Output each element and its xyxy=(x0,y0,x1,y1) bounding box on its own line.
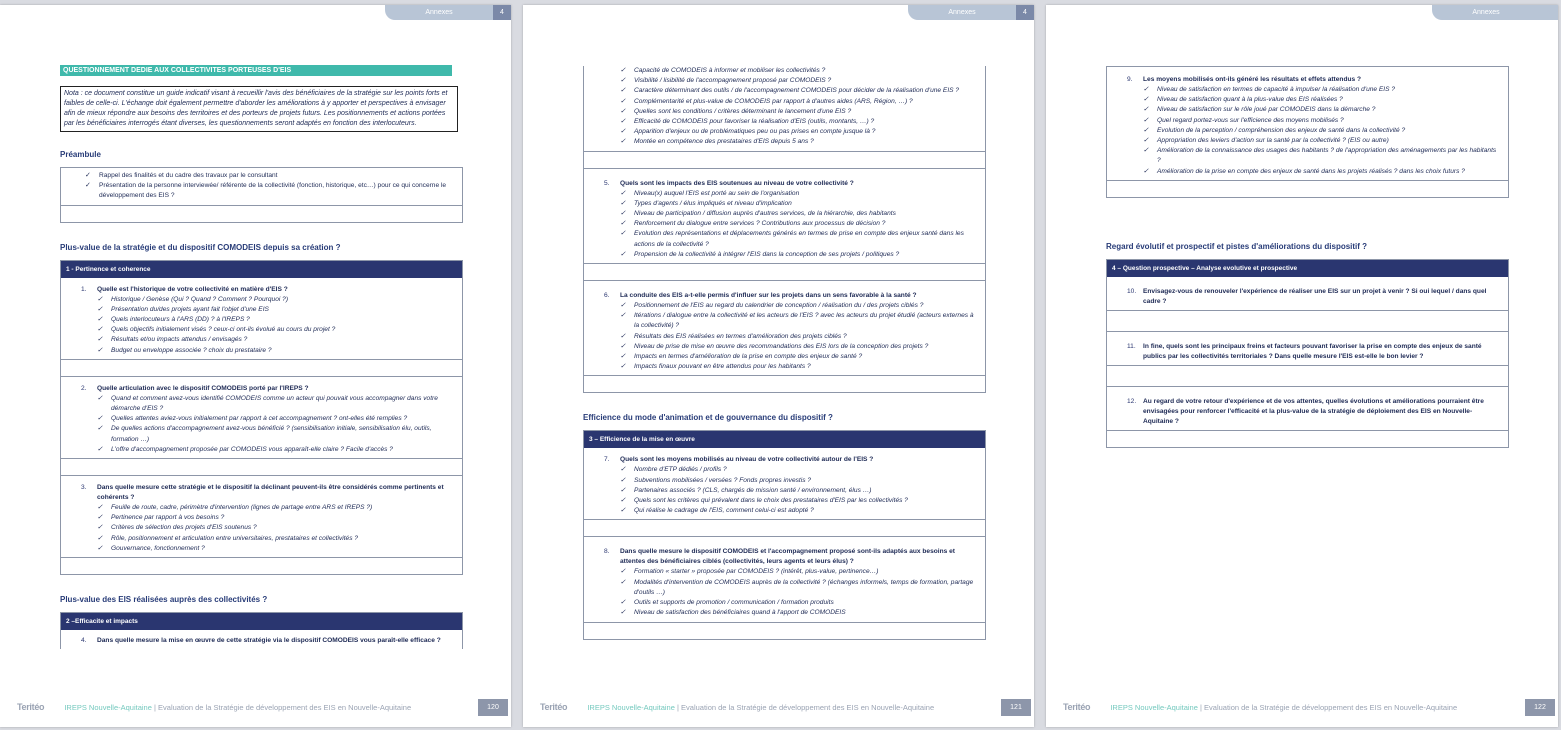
footer-separator: | xyxy=(153,703,156,712)
question-box-1 xyxy=(60,260,463,575)
teriteo-logo: Teritéo xyxy=(540,702,568,712)
list-item: ✓ Quelles attentes aviez-vous initialement par rapport à cet accompagnement ? ont-elles été remplies ? xyxy=(97,414,452,424)
question: 2 . Quelle articulation avec le dispositif COMODEIS porté par l'IREPS ? xyxy=(81,384,452,394)
list-item: ✓ Feuille de route, cadre, périmètre d'intervention (lignes de partage entre ARS et IREPS ?) xyxy=(97,503,452,513)
list-item: ✓ Amélioration de la connaissance des usages des habitants ? de l'appropriation des aménagements par les habitants ? xyxy=(1143,146,1498,166)
footer-separator: | xyxy=(676,703,679,712)
question-items xyxy=(81,295,452,356)
list-item: ✓ Propension de la collectivité à intégrer l'EIS dans la conception de ses projets / politiques ? xyxy=(620,250,975,260)
answer-line xyxy=(1107,365,1508,386)
question-items xyxy=(604,465,975,516)
section-title: Efficience du mode d'animation et de gouvernance du dispositif ? xyxy=(583,413,833,423)
list-item: ✓ Quels sont les critères qui prévalent dans le choix des prestataires d'EIS par les collectivités ? xyxy=(620,496,975,506)
teriteo-logo: Teritéo xyxy=(1063,702,1091,712)
answer-line xyxy=(584,263,985,280)
list-item: ✓ Visibilité / lisibilité de l'accompagnement proposé par COMODEIS ? xyxy=(620,76,975,86)
document-page-120 xyxy=(0,5,511,727)
header-tab: Annexes xyxy=(1432,5,1540,20)
box-header: 3 – Efficience de la mise en œuvre xyxy=(584,431,985,448)
footer-org: IREPS Nouvelle-Aquitaine xyxy=(587,703,675,712)
answer-line xyxy=(584,519,985,536)
section-title: Regard évolutif et prospectif et pistes d'améliorations du dispositif ? xyxy=(1106,241,1368,251)
answer-line xyxy=(584,622,985,639)
page-number: 121 xyxy=(1001,699,1031,716)
list-item: ✓ Gouvernance, fonctionnement ? xyxy=(97,544,452,554)
header-tab: Annexes xyxy=(385,5,493,20)
list-item: ✓ Formation « starter » proposée par COMODEIS ? (intérêt, plus-value, pertinence…) xyxy=(620,567,975,577)
list-item: ✓ Niveau de satisfaction en termes de capacité à impulser la réalisation d'une EIS ? xyxy=(1143,85,1498,95)
box-header: 4 – Question prospective – Analyse evolutive et prospective xyxy=(1107,260,1508,277)
list-item: ✓ Présentation du/des projets ayant fait l'objet d'une EIS xyxy=(97,305,452,315)
answer-line xyxy=(1107,310,1508,331)
teriteo-logo: Teritéo xyxy=(17,702,45,712)
box-header: 2 –Efficacite et impacts xyxy=(61,613,462,630)
list-item: ✓ Quels interlocuteurs à l'ARS (DD) ? à l'IREPS ? xyxy=(97,315,452,325)
preambule-title: Préambule xyxy=(60,150,101,159)
question-items xyxy=(1127,85,1498,177)
question: 7 . Quels sont les moyens mobilisés au niveau de votre collectivité autour de l'EIS ? xyxy=(604,455,975,465)
question-box-2-cont xyxy=(583,66,986,393)
question: 6 . La conduite des EIS a-t-elle permis d'influer sur les projets dans un sens favorable à la santé ? xyxy=(604,291,975,301)
list-item: ✓ Niveau(x) auquel l'EIS est porté au sein de l'organisation xyxy=(620,189,975,199)
list-item: ✓ Apparition d'enjeux ou de problématiques peu ou pas prises en compte jusque là ? xyxy=(620,127,975,137)
list-item: ✓ Qui réalise le cadrage de l'EIS, comment celui-ci est adopté ? xyxy=(620,506,975,516)
question: 5 . Quels sont les impacts des EIS soutenues au niveau de votre collectivité ? xyxy=(604,179,975,189)
footer-title: Evaluation de la Stratégie de développement des EIS en Nouvelle-Aquitaine xyxy=(1204,703,1458,712)
list-item: ✓ Renforcement du dialogue entre services ? Contributions aux processus de décision ? xyxy=(620,219,975,229)
answer-line xyxy=(61,557,462,574)
list-item: ✓ Niveau de prise de mise en œuvre des recommandations des EIS lors de la conception des projets ? xyxy=(620,342,975,352)
list-item: ✓ Quel regard portez-vous sur l'efficience des moyens mobilisés ? xyxy=(1143,116,1498,126)
list-item: ✓ Caractère déterminant des outils / de l'accompagnement COMODEIS pour décider de la réalisation d'une EIS ? xyxy=(620,86,975,96)
list-item: ✓ Quand et comment avez-vous identifié COMODEIS comme un acteur qui pouvait vous accompagner dans votre démarche d'EIS ? xyxy=(97,394,452,414)
page-footer xyxy=(1063,702,1558,712)
answer-line xyxy=(584,375,985,392)
answer-line xyxy=(61,458,462,475)
list-item: ✓ Pertinence par rapport à vos besoins ? xyxy=(97,513,452,523)
answer-line xyxy=(1107,430,1508,447)
list-item: ✓ Quelles sont les conditions / critères déterminant le lancement d'une EIS ? xyxy=(620,107,975,117)
footer-org: IREPS Nouvelle-Aquitaine xyxy=(64,703,152,712)
question: 9 . Les moyens mobilisés ont-ils généré les résultats et effets attendus ? xyxy=(1127,75,1498,85)
page-content xyxy=(583,66,986,640)
question-items xyxy=(604,567,975,618)
header-tab-number: 4 xyxy=(1540,5,1558,20)
list-item: ✓ Evolution des représentations et déplacements générés en termes de prise en compte des enjeux santé dans les actions de la collectivité ? xyxy=(620,229,975,249)
question: 3 . Dans quelle mesure cette stratégie et le dispositif la déclinant peuvent-ils être considérés comme pertinents et cohérents ? xyxy=(81,483,452,503)
list-item: ✓ Itérations / dialogue entre la collectivité et les acteurs de l'EIS ? avec les acteurs du projet étudié (acteurs externes à la collectivité) ? xyxy=(620,311,975,331)
section-title: Plus-value de la stratégie et du dispositif COMODEIS depuis sa création ? xyxy=(60,242,341,252)
list-item: ✓ Rappel des finalités et du cadre des travaux par le consultant xyxy=(85,171,454,181)
list-item: ✓ Critères de sélection des projets d'EIS soutenus ? xyxy=(97,523,452,533)
footer-org: IREPS Nouvelle-Aquitaine xyxy=(1110,703,1198,712)
header-tab-number: 4 xyxy=(493,5,511,20)
document-page-122 xyxy=(1046,5,1558,727)
page-content xyxy=(60,65,463,649)
question-items xyxy=(604,189,975,260)
list-item: ✓ Résultats des EIS réalisées en termes d'amélioration des projets ciblés ? xyxy=(620,332,975,342)
question-items xyxy=(81,503,452,554)
question: 4 . Dans quelle mesure la mise en œuvre de cette stratégie via le dispositif COMODEIS vous paraît-elle efficace ? xyxy=(81,636,452,646)
page-number: 122 xyxy=(1525,699,1555,716)
question-items xyxy=(604,66,975,148)
page-number: 120 xyxy=(478,699,508,716)
question: 11 . In fine, quels sont les principaux freins et facteurs pouvant favoriser la prise en compte des enjeux de santé publics par les collectivités territoriales ? Dans quelle mesure l'EIS est-elle le bon levier ? xyxy=(1127,342,1498,362)
question-box-4 xyxy=(1106,259,1509,448)
list-item: ✓ De quelles actions d'accompagnement avez-vous bénéficié ? (sensibilisation initiale, sensibilisation élu, outils, formation …) xyxy=(97,424,452,444)
list-item: ✓ Appropriation des leviers d'action sur la santé par la collectivité ? (EIS ou autre) xyxy=(1143,136,1498,146)
list-item: ✓ Montée en compétence des prestataires d'EIS depuis 5 ans ? xyxy=(620,137,975,147)
list-item: ✓ Nombre d'ETP dédiés / profils ? xyxy=(620,465,975,475)
list-item: ✓ Outils et supports de promotion / communication / formation produits xyxy=(620,598,975,608)
list-item: ✓ Présentation de la personne interviewée/ référente de la collectivité (fonction, historique, etc…) pour ce qui concerne le développement des EIS ? xyxy=(85,181,454,201)
list-item: ✓ Capacité de COMODEIS à informer et mobiliser les collectivités ? xyxy=(620,66,975,76)
header-tab-number: 4 xyxy=(1016,5,1034,20)
list-item: ✓ Historique / Genèse (Qui ? Quand ? Comment ? Pourquoi ?) xyxy=(97,295,452,305)
list-item: ✓ Impacts en termes d'amélioration de la prise en compte des enjeux de santé ? xyxy=(620,352,975,362)
answer-line xyxy=(61,205,462,222)
question-box-3-cont xyxy=(1106,66,1509,198)
list-item: ✓ Niveau de participation / diffusion auprès d'autres services, de la hiérarchie, des habitants xyxy=(620,209,975,219)
question: 8 . Dans quelle mesure le dispositif COMODEIS et l'accompagnement proposé sont-ils adaptés aux besoins et attentes des bénéficiaires ciblés (collectivités, leurs agents et leurs élus) ? xyxy=(604,547,975,567)
list-item: ✓ Rôle, positionnement et articulation entre universitaires, prestataires et collectivités ? xyxy=(97,534,452,544)
list-item: ✓ Budget ou enveloppe associée ? choix du prestataire ? xyxy=(97,346,452,356)
list-item: ✓ Subventions mobilisées / versées ? Fonds propres investis ? xyxy=(620,476,975,486)
question: 12 . Au regard de votre retour d'expérience et de vos attentes, quelles évolutions et améliorations pourraient être envisagées pour renforcer l'efficacité et la plus-value de la stratégie de déploiement des EIS en Nouvelle-Aquitaine ? xyxy=(1127,397,1498,427)
question-items xyxy=(604,301,975,372)
footer-separator: | xyxy=(1199,703,1202,712)
page-footer xyxy=(17,702,511,712)
preambule-box xyxy=(60,167,463,223)
document-page-121 xyxy=(523,5,1034,727)
list-item: ✓ Niveau de satisfaction sur le rôle joué par COMODEIS dans la démarche ? xyxy=(1143,105,1498,115)
question-items xyxy=(81,394,452,455)
footer-title: Evaluation de la Stratégie de développement des EIS en Nouvelle-Aquitaine xyxy=(158,703,412,712)
list-item: ✓ Impacts finaux pouvant en être attendus pour les habitants ? xyxy=(620,362,975,372)
question: 10 . Envisagez-vous de renouveler l'expérience de réaliser une EIS sur un projet à venir ? Si oui lequel / dans quel cadre ? xyxy=(1127,287,1498,307)
list-item: ✓ Modalités d'intervention de COMODEIS auprès de la collectivité ? (échanges informels, temps de formation, partage d'outils …) xyxy=(620,578,975,598)
footer-title: Evaluation de la Stratégie de développement des EIS en Nouvelle-Aquitaine xyxy=(681,703,935,712)
page-footer xyxy=(540,702,1034,712)
section-title: Plus-value des EIS réalisées auprès des collectivités ? xyxy=(60,595,268,605)
header-tab: Annexes xyxy=(908,5,1016,20)
page-content xyxy=(1106,66,1509,448)
list-item: ✓ Complémentarité et plus-value de COMODEIS par rapport à d'autres aides (ARS, Région, …) ? xyxy=(620,97,975,107)
list-item: ✓ Efficacité de COMODEIS pour favoriser la réalisation d'EIS (outils, montants, …) ? xyxy=(620,117,975,127)
question: 1 . Quelle est l'historique de votre collectivité en matière d'EIS ? xyxy=(81,285,452,295)
question-box-3 xyxy=(583,430,986,639)
answer-line xyxy=(584,151,985,168)
section-banner: QUESTIONNEMENT DEDIE AUX COLLECTIVITES PORTEUSES D'EIS xyxy=(60,65,452,76)
list-item: ✓ Positionnement de l'EIS au regard du calendrier de conception / réalisation du / des projets ciblés ? xyxy=(620,301,975,311)
preambule-list xyxy=(69,171,454,202)
list-item: ✓ L'offre d'accompagnement proposée par COMODEIS vous apparaît-elle claire ? Facile d'accès ? xyxy=(97,445,452,455)
question-box-2 xyxy=(60,612,463,649)
list-item: ✓ Evolution de la perception / compréhension des enjeux de santé dans la collectivité ? xyxy=(1143,126,1498,136)
list-item: ✓ Amélioration de la prise en compte des enjeux de santé dans les projets réalisés ? dans les choix futurs ? xyxy=(1143,167,1498,177)
list-item: ✓ Partenaires associés ? (CLS, chargés de mission santé / environnement, élus …) xyxy=(620,486,975,496)
note-box: Nota : ce document constitue un guide indicatif visant à recueillir l'avis des bénéficiaires de la stratégie sur les points forts et faibles de celle-ci. L'échange doit également permettre d'aborder les améliorations à y apporter et perspectives à envisager afin de mieux répondre aux besoins des territoires et des porteurs de projets futurs. Les positionnements et actions portées par les bénéficiaires interrogés étant diverses, les questionnements seront adaptés en fonction des interlocuteurs. xyxy=(60,86,458,132)
list-item: ✓ Résultats et/ou impacts attendus / envisagés ? xyxy=(97,335,452,345)
list-item: ✓ Types d'agents / élus impliqués et niveau d'implication xyxy=(620,199,975,209)
answer-line xyxy=(61,359,462,376)
list-item: ✓ Niveau de satisfaction des bénéficiaires quand à l'apport de COMODEIS xyxy=(620,608,975,618)
answer-line xyxy=(1107,180,1508,197)
list-item: ✓ Niveau de satisfaction quant à la plus-value des EIS réalisées ? xyxy=(1143,95,1498,105)
list-item: ✓ Quels objectifs initialement visés ? ceux-ci ont-ils évolué au cours du projet ? xyxy=(97,325,452,335)
box-header: 1 - Pertinence et coherence xyxy=(61,261,462,278)
